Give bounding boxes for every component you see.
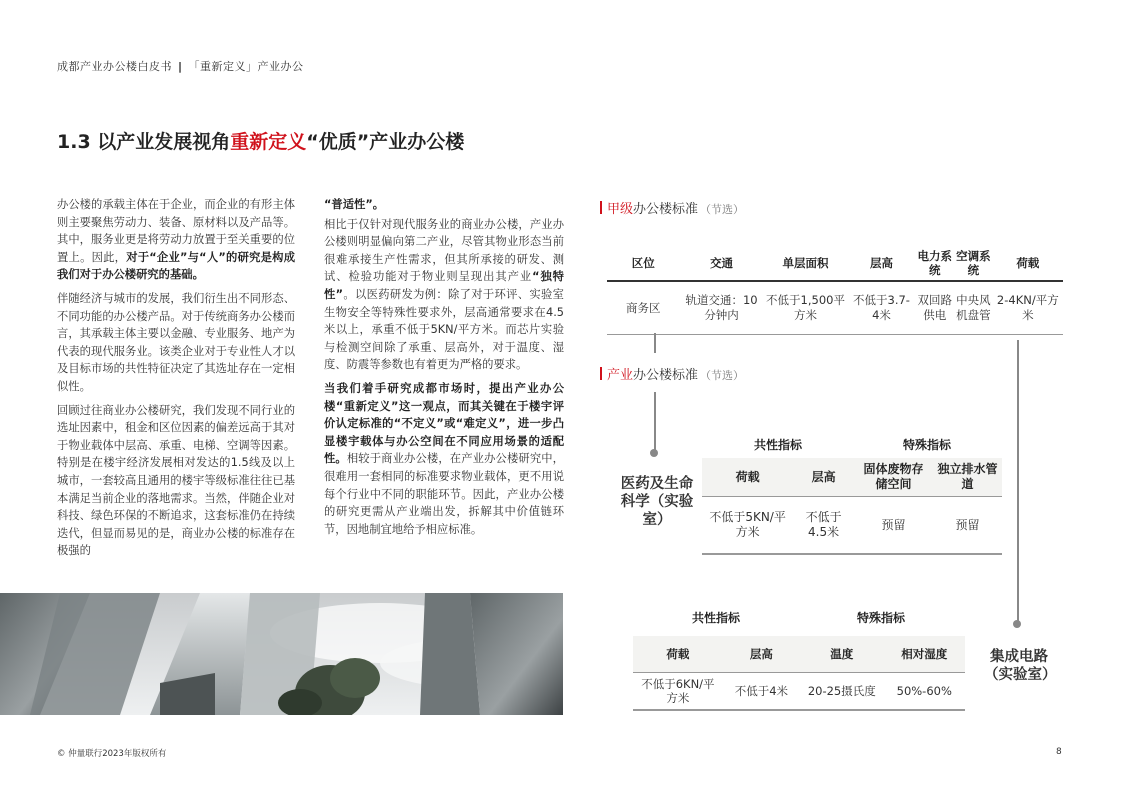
heading-highlight: 产业 (607, 368, 634, 383)
table-cell: 不低于6KN/平方米 (633, 673, 723, 711)
header-chapter: 「重新定义」产业办公 (188, 60, 304, 73)
paragraph-text: 。以医药研发为例：除了对于环评、实验室生物安全等特殊性要求外，层高通常要求在4.5米以上，承重不低于5KN/平方米。而芯片实验与检测空间除了承重、层高外，对于温度、湿度、防震等参数也有着更为严格的要求。 (324, 287, 564, 372)
office-building-photo (0, 593, 563, 715)
connector-line (1017, 340, 1019, 623)
running-header (57, 58, 304, 74)
group-label-common: 共性指标 (692, 611, 741, 625)
paragraph-text: 相比于仅针对现代服务业的商业办公楼，产业办公楼则明显偏向第二产业，尽管其物业形态当前很难承接生产性需求，但其所承接的研发、测试、检验功能对于物业则呈现出其产业 (324, 217, 564, 284)
copyright-footer: © 仲量联行2023年版权所有 (57, 749, 167, 759)
group-label-special: 特殊指标 (857, 611, 906, 625)
table-cell: 不低于5KN/平方米 (702, 497, 793, 555)
header-separator: | (178, 60, 183, 73)
paragraph-emphasis: “独特性” (324, 270, 564, 301)
header-doc-title: 成都产业办公楼白皮书 (57, 60, 172, 73)
column-header: 相对湿度 (884, 636, 965, 673)
accent-bar (600, 201, 602, 214)
table-cell: 2-4KN/平方米 (993, 281, 1063, 335)
table-cell: 预留 (933, 497, 1002, 555)
connector-dot (650, 449, 658, 457)
column-header: 层高 (847, 246, 915, 281)
paragraph (324, 216, 564, 374)
table-header-row (633, 636, 965, 673)
table-cell: 不低于3.7-4米 (847, 281, 915, 335)
building-illustration (0, 593, 563, 715)
paragraph (57, 196, 295, 284)
heading-text: 办公楼标准 (633, 368, 699, 383)
paragraph (324, 380, 564, 538)
industrial-standard-heading (600, 364, 744, 383)
column-header: 空调系统 (954, 246, 993, 281)
paragraph: 伴随经济与城市的发展，我们衍生出不同形态、不同功能的办公楼产品。对于传统商务办公楼而言，其承载主体主要以金融、专业服务、地产为代表的现代服务业。该类企业对于专业性人才以及目标市场的共性特征决定了其选址存在一定相似性。 (57, 291, 295, 393)
pharma-standard-table (702, 458, 1002, 555)
table-row (633, 673, 965, 711)
column-header: 交通 (680, 246, 764, 281)
heading-note: （节选） (700, 369, 745, 382)
column-header: 区位 (607, 246, 680, 281)
group-label-special: 特殊指标 (903, 438, 952, 452)
grade-a-standard-heading (600, 198, 744, 217)
table-row (607, 281, 1063, 335)
chip-standard-table (633, 636, 965, 711)
connector-line (654, 333, 656, 353)
paragraph-text: 相较于商业办公楼，在产业办公楼研究中，很难用一套相同的标准要求物业载体，更不用说每个行业中不同的职能环节。因此，产业办公楼的研究更需从产业端出发，拆解其中价值链环节，因地制宜地给予相应标准。 (324, 452, 564, 536)
column-header: 电力系统 (916, 246, 955, 281)
table-cell: 商务区 (607, 281, 680, 335)
accent-bar (600, 367, 602, 380)
section-title (57, 127, 464, 154)
pharma-label: 医药及生命科学（实验室） (620, 476, 694, 528)
column-header: 温度 (800, 636, 884, 673)
body-column-1 (57, 196, 295, 566)
title-highlight: 重新定义 (230, 131, 307, 153)
table-header-row (702, 458, 1002, 497)
column-header: 荷载 (633, 636, 723, 673)
column-header: 独立排水管道 (933, 458, 1002, 497)
column-header: 固体废物存储空间 (854, 458, 933, 497)
paragraph-text: 办公楼的承载主体在于企业，而企业的有形主体则主要聚焦劳动力、装备、原材料以及产品等。其中，服务业更是将劳动力放置于至关重要的位置上。因此， (57, 198, 295, 264)
table-cell: 预留 (854, 497, 933, 555)
table-cell: 双回路供电 (916, 281, 955, 335)
title-prefix: 1.3 以产业发展视角 (57, 131, 231, 153)
table-header-row (607, 246, 1063, 281)
paragraph (324, 196, 564, 214)
table-cell: 50%-60% (884, 673, 965, 711)
table-row (702, 497, 1002, 555)
page-number: 8 (1056, 747, 1062, 757)
connector-line (654, 392, 656, 450)
table-cell: 不低于4.5米 (793, 497, 854, 555)
paragraph-emphasis: 对于“企业”与“人”的研究是构成我们对于办公楼研究的基础。 (57, 250, 295, 282)
title-suffix: “优质”产业办公楼 (306, 131, 465, 153)
column-header: 荷载 (702, 458, 793, 497)
table-cell: 不低于4米 (723, 673, 800, 711)
heading-text: 办公楼标准 (633, 202, 699, 217)
table-cell: 不低于1,500平方米 (764, 281, 848, 335)
column-header: 层高 (723, 636, 800, 673)
connector-dot (1013, 620, 1021, 628)
body-column-2 (324, 196, 564, 544)
column-header: 层高 (793, 458, 854, 497)
paragraph-emphasis: “普适性”。 (324, 198, 385, 211)
paragraph-emphasis: 当我们着手研究成都市场时，提出产业办公楼“重新定义”这一观点，而其关键在于楼宇评价认定标准的“不定义”或“难定义”，进一步凸显楼宇载体与办公空间在不同应用场景的适配性。 (324, 381, 564, 466)
chip-label: 集成电路（实验室） (984, 649, 1057, 683)
paragraph: 回顾过往商业办公楼研究，我们发现不同行业的选址因素中，租金和区位因素的偏差远高于其对于物业载体中层高、承重、电梯、空调等因素。特别是在楼宇经济发展相对发达的1.5线及以上城市，一套较高且通用的楼宇等级标准往往已基本满足当前企业的落地需求。当然，伴随企业对科技、绿色环保的不断追求，这套标准仍在持续迭代，但显而易见的是，商业办公楼的标准存在极强的 (57, 403, 295, 558)
table-cell: 中央风机盘管 (954, 281, 993, 335)
table-cell: 轨道交通：10分钟内 (680, 281, 764, 335)
column-header: 荷载 (993, 246, 1063, 281)
grade-a-standard-table (607, 246, 1063, 335)
column-header: 单层面积 (764, 246, 848, 281)
group-label-common: 共性指标 (754, 438, 803, 452)
heading-highlight: 甲级 (607, 202, 634, 217)
table-cell: 20-25摄氏度 (800, 673, 884, 711)
heading-note: （节选） (700, 203, 745, 216)
